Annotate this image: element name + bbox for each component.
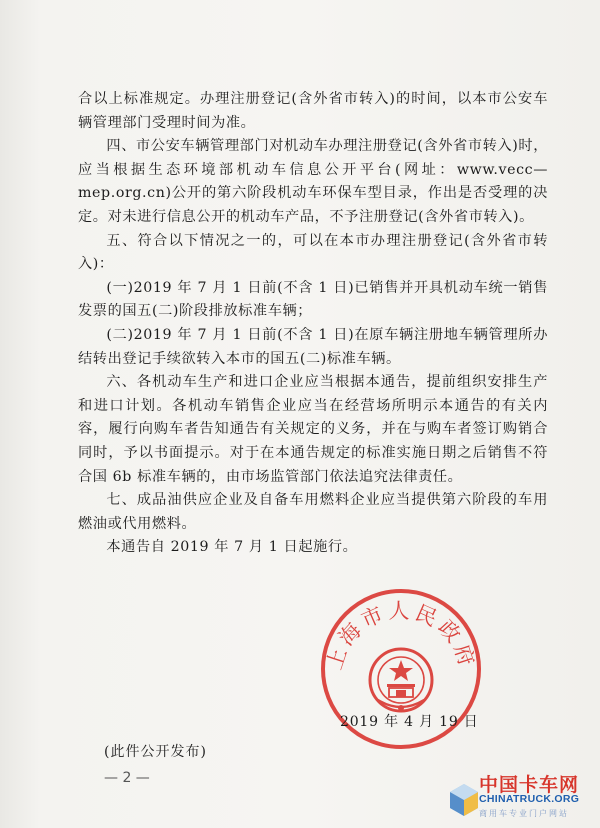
watermark-tagline: 商用车专业门户网站 <box>479 809 569 818</box>
issue-date: 2019 年 4 月 19 日 <box>340 714 479 730</box>
page-number: — 2 — <box>104 770 150 786</box>
paragraph-item-4: 四、市公安车辆管理部门对机动车办理注册登记(含外省市转入)时，应当根据生态环境部机动车信息公开平台(网址：www.vecc—mep.org.cn)公开的第六阶段机动车环保车型目录，作出是否受理的决定。对未进行信息公开的机动车产品，不予注册登记(含外省市转入)。 <box>78 138 548 225</box>
paragraph-continuation: 合以上标准规定。办理注册登记(含外省市转入)的时间，以本市公安车辆管理部门受理时间为准。 <box>78 91 548 131</box>
watermark-name-cn: 中国卡车网 <box>479 774 580 796</box>
watermark-name-en: CHINATRUCK.ORG <box>479 793 580 805</box>
paragraph-sub-item-1: (一)2019 年 7 月 1 日前(不含 1 日)已销售并开具机动车统一销售发票的国五(二)阶段排放标准车辆； <box>78 279 548 320</box>
national-emblem-icon <box>370 649 432 711</box>
paragraph-item-5: 五、符合以下情况之一的，可以在本市办理注册登记(含外省市转入)： <box>78 232 548 273</box>
seal-text: 上海市人民政府 <box>322 598 480 673</box>
document-body <box>78 88 548 560</box>
paragraph-item-6: 六、各机动车生产和进口企业应当根据本通告，提前组织安排生产和进口计划。各机动车销售企业应当在经营场所明示本通告的有关内容，履行向购车者告知通告有关规定的义务，并在与购车者签订购销合同时，予以书面提示。对于在本通告规定的标准实施日期之后销售不符合国 6b 标准车辆的，由市场监管部门依法追究法律责任。 <box>78 374 548 485</box>
paragraph-item-7: 七、成品油供应企业及自备车用燃料企业应当提供第六阶段的车用燃油或代用燃料。 <box>78 492 548 532</box>
paragraph-sub-item-2: (二)2019 年 7 月 1 日前(不含 1 日)在原车辆注册地车辆管理所办结转出登记手续欲转入本市的国五(二)标准车辆。 <box>78 326 548 367</box>
public-release-note: (此件公开发布) <box>104 744 207 760</box>
paragraph-effective-date: 本通告自 2019 年 7 月 1 日起施行。 <box>106 539 358 556</box>
